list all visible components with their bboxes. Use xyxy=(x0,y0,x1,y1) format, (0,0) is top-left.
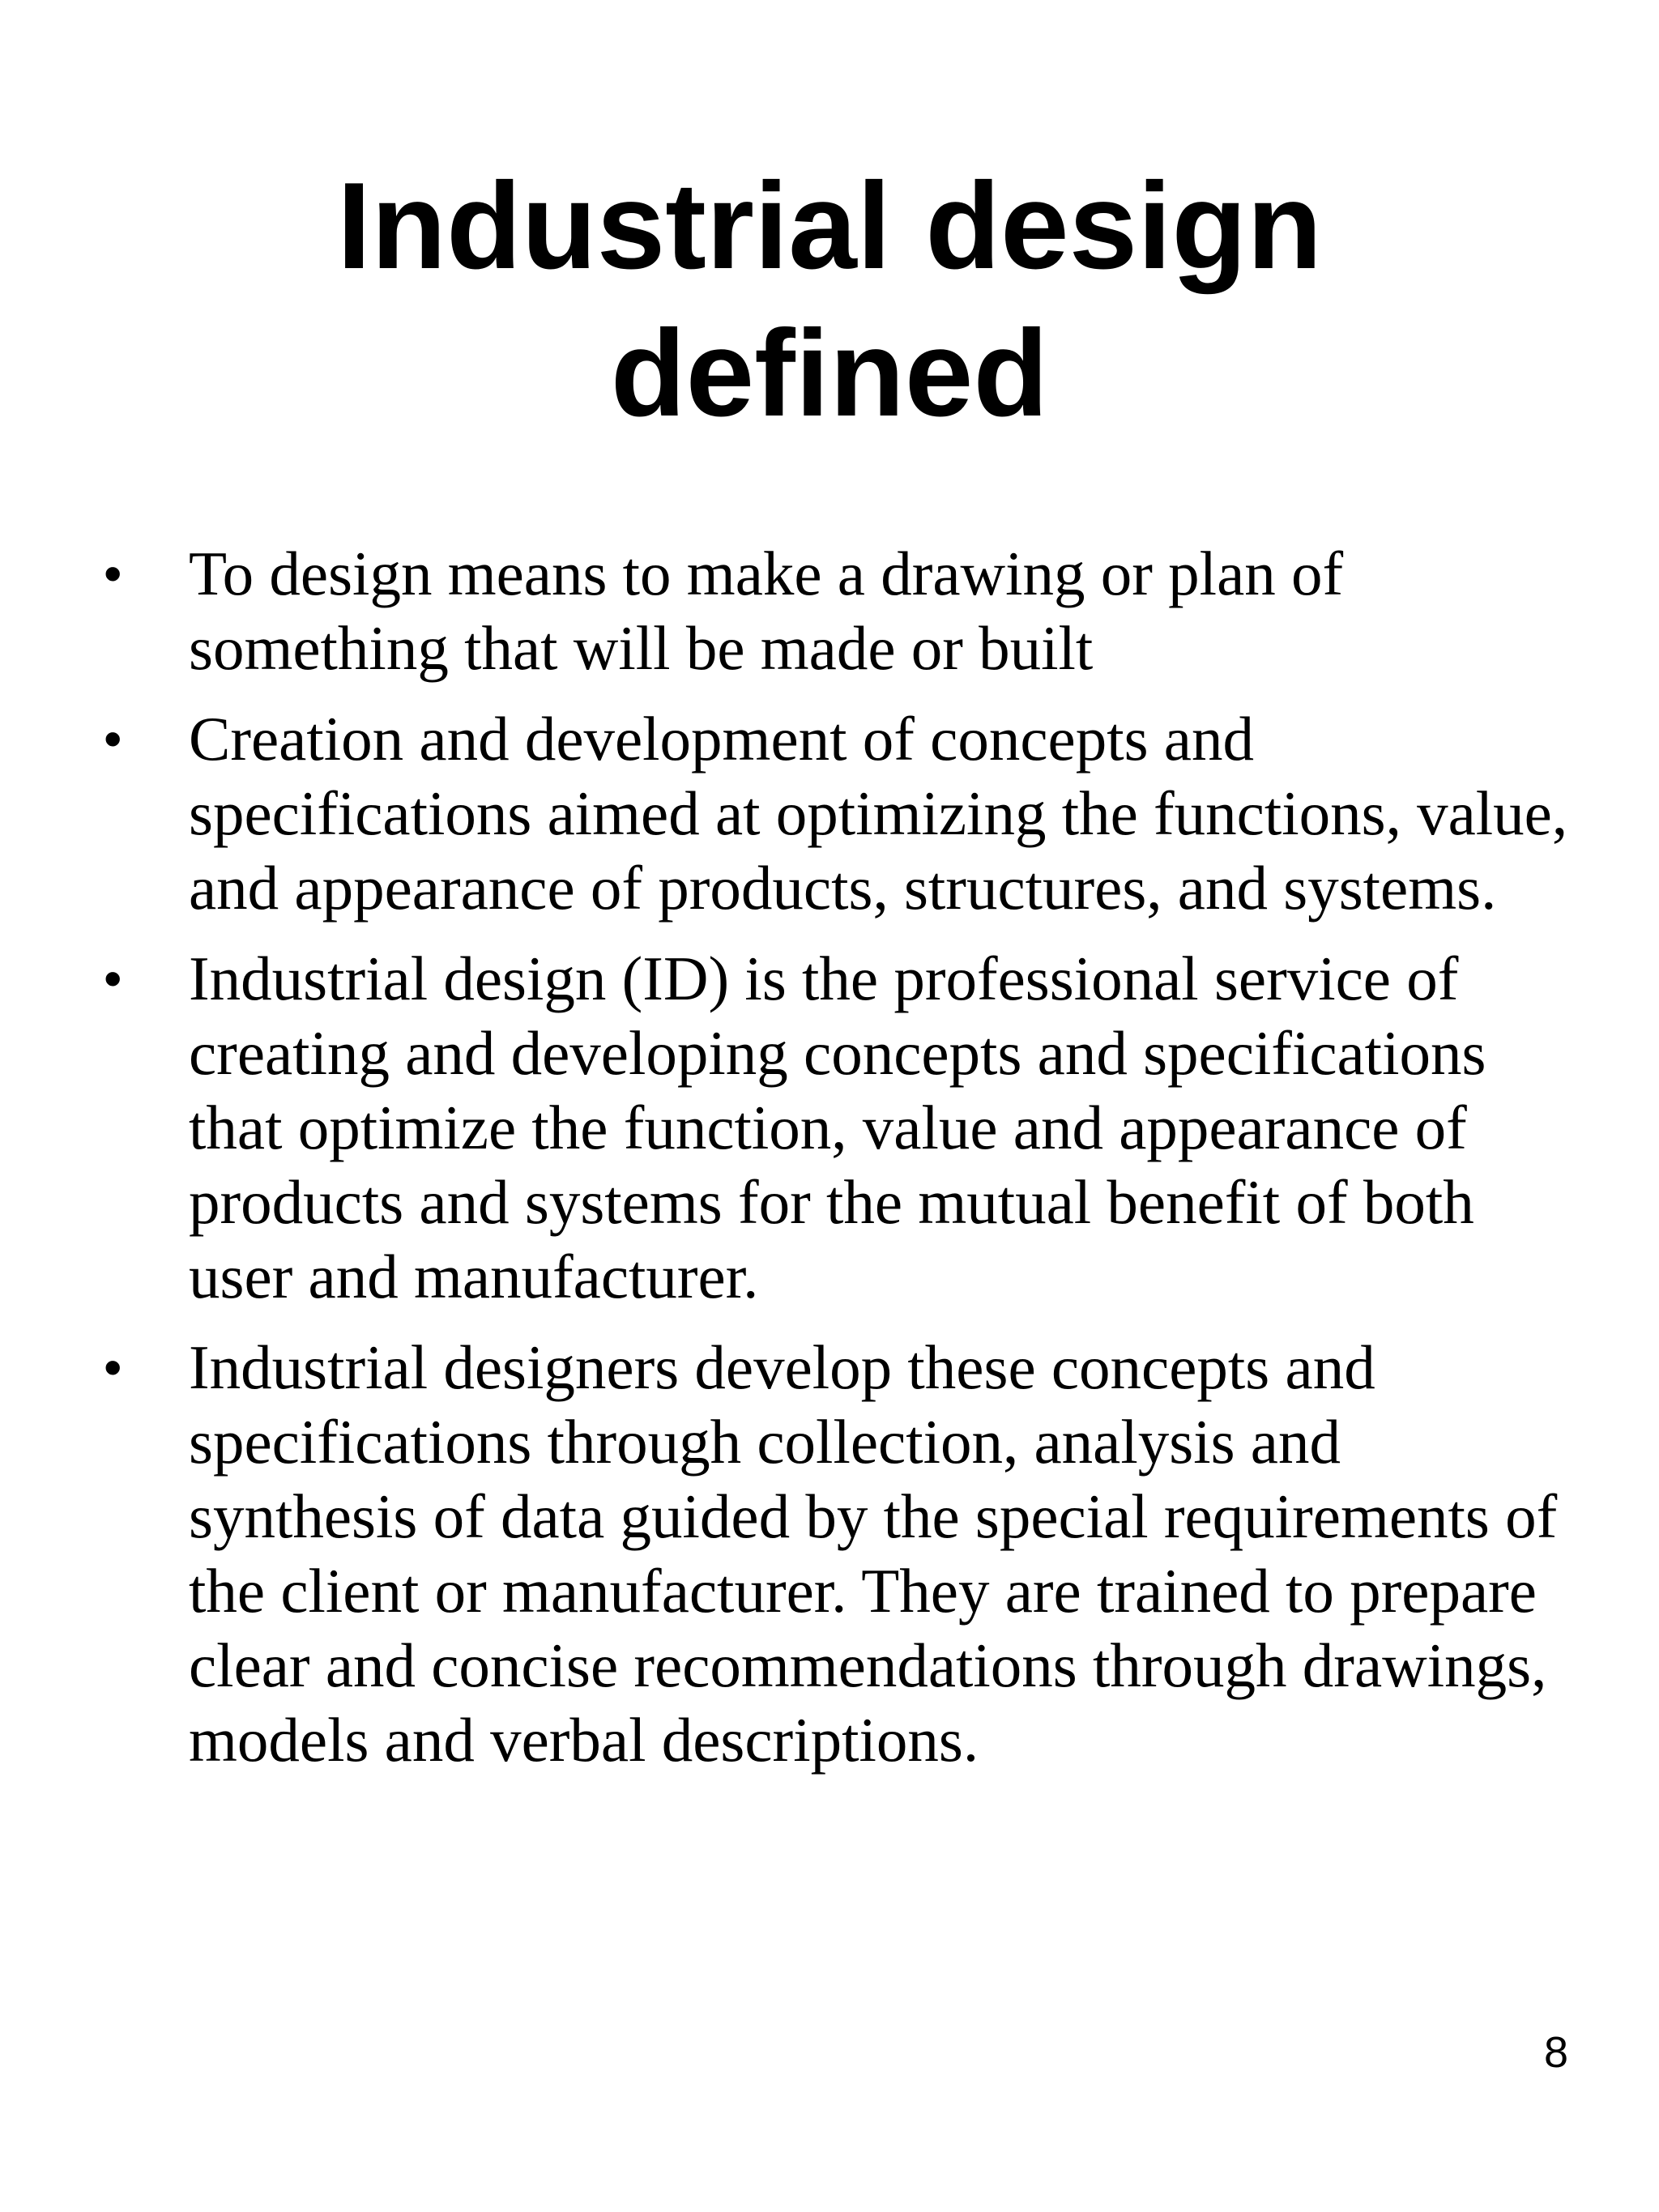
slide-title-line-1: Industrial design xyxy=(336,157,1323,295)
bullet-item xyxy=(0,1330,1582,1777)
bullet-icon: • xyxy=(104,949,122,1008)
bullet-icon: • xyxy=(104,1338,122,1396)
page-number: 8 xyxy=(1543,2028,1568,2077)
bullet-text: To design means to make a drawing or plan of something that will be made or built xyxy=(189,539,1344,683)
bullet-item xyxy=(0,536,1582,685)
bullet-icon: • xyxy=(104,544,122,603)
bullet-text: Industrial designers develop these concepts and specifications through collection, analysis and synthesis of data guided by the special requirements of the client or manufacturer. They are trained to prepare clear and concise recommendations through drawings, models and verbal descriptions. xyxy=(189,1332,1558,1775)
slide-title-line-2: defined xyxy=(610,305,1049,442)
bullet-item xyxy=(0,941,1582,1314)
slide-title xyxy=(0,152,1659,447)
bullet-list xyxy=(0,536,1659,1793)
bullet-text: Industrial design (ID) is the professional service of creating and developing concepts and specifications that optimize the function, value and appearance of products and systems for the mutual benefit of both user and manufacturer. xyxy=(189,944,1486,1311)
bullet-item xyxy=(0,701,1582,925)
bullet-text: Creation and development of concepts and specifications aimed at optimizing the functions, value, and appearance of products, structures, and systems. xyxy=(189,704,1568,923)
bullet-icon: • xyxy=(104,710,122,768)
